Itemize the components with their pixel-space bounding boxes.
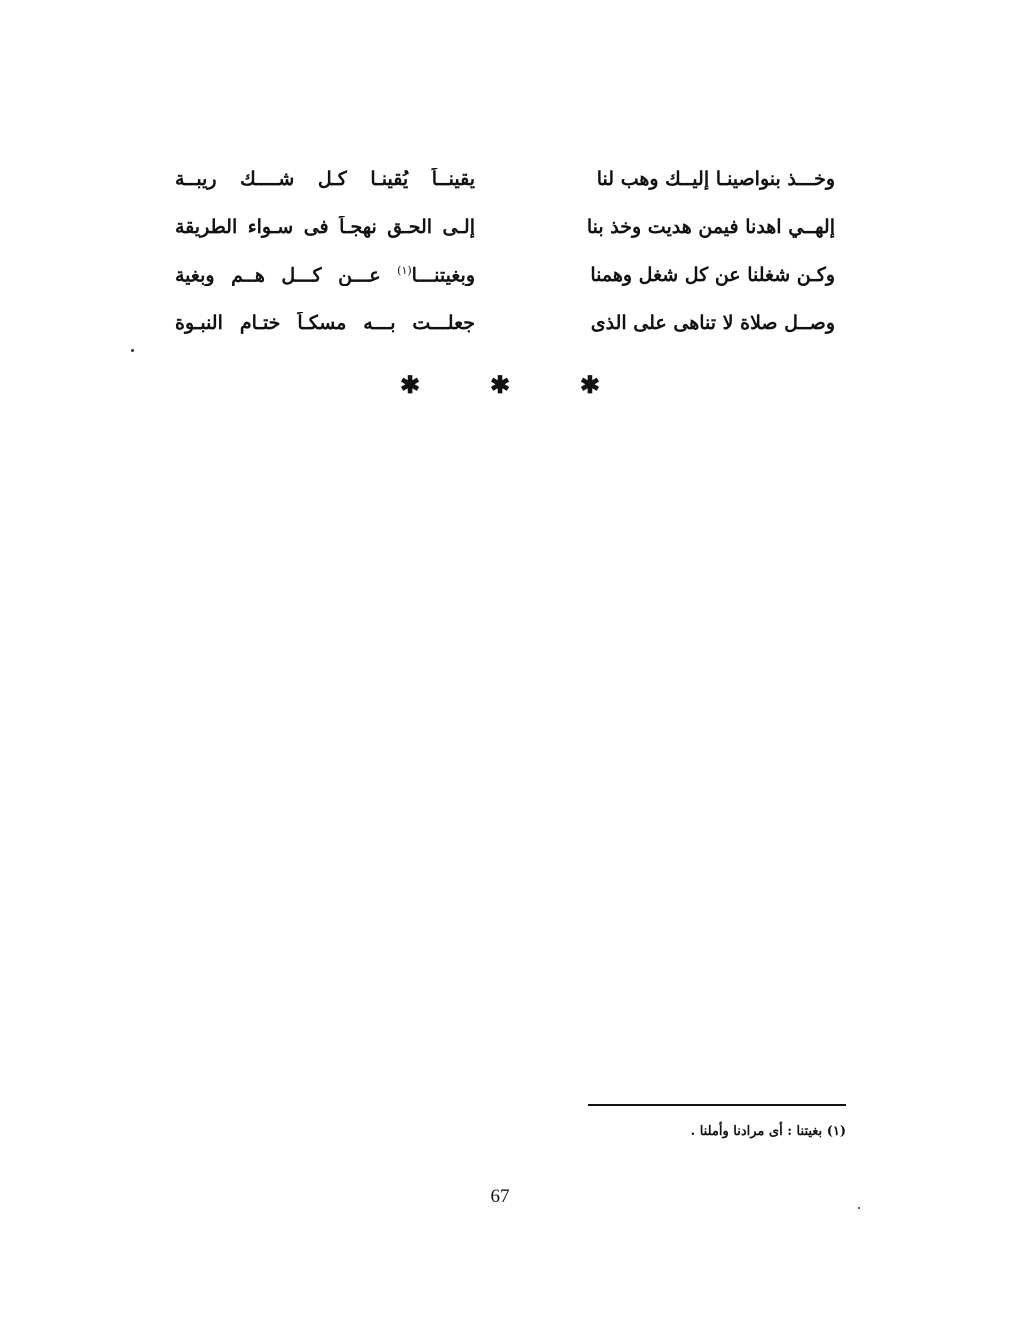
verse-4-second-hemistich: جعلـــت بـــه مسكـاً ختـام النبـوة <box>175 312 475 334</box>
asterism-star: ✱ <box>489 370 511 399</box>
poem <box>175 155 835 347</box>
verse-1 <box>175 155 835 203</box>
verse-4 <box>175 299 835 347</box>
footnote-reference: (١) <box>397 263 412 277</box>
verse-2 <box>175 203 835 251</box>
verse-3-first-hemistich: وكـن شغلنا عن كل شغل وهمنا <box>590 264 835 286</box>
section-separator <box>400 370 600 399</box>
verse-3-second-hemistich <box>175 264 475 286</box>
page-number: 67 <box>490 1186 510 1207</box>
verse-3-second-part-b: عـــن كـــل هــم وبغية <box>175 264 398 287</box>
verse-3-second-part-a: وبغيتنـــا <box>411 264 475 287</box>
scan-speck <box>131 349 134 352</box>
verse-4-first-hemistich: وصــل صلاة لا تناهى على الذى <box>590 312 835 334</box>
footnote-divider <box>588 1104 846 1106</box>
footnote: (١) بغيتنا : أى مرادنا وأملنا . <box>690 1124 846 1139</box>
verse-2-second-hemistich: إلـى الحـق نهجـاً فى سـواء الطريقة <box>175 216 475 238</box>
verse-1-first-hemistich: وخـــذ بنواصينـا إليــك وهب لنا <box>596 168 835 190</box>
verse-1-second-hemistich: يقينــاً يُقينـا كـل شــــك ريبــة <box>175 168 475 190</box>
verse-2-first-hemistich: إلهــي اهدنا فيمن هديت وخذ بنا <box>586 216 835 238</box>
verse-3 <box>175 251 835 299</box>
scan-speck <box>858 1207 860 1209</box>
asterism-star: ✱ <box>579 370 600 399</box>
asterism-star: ✱ <box>400 370 421 399</box>
